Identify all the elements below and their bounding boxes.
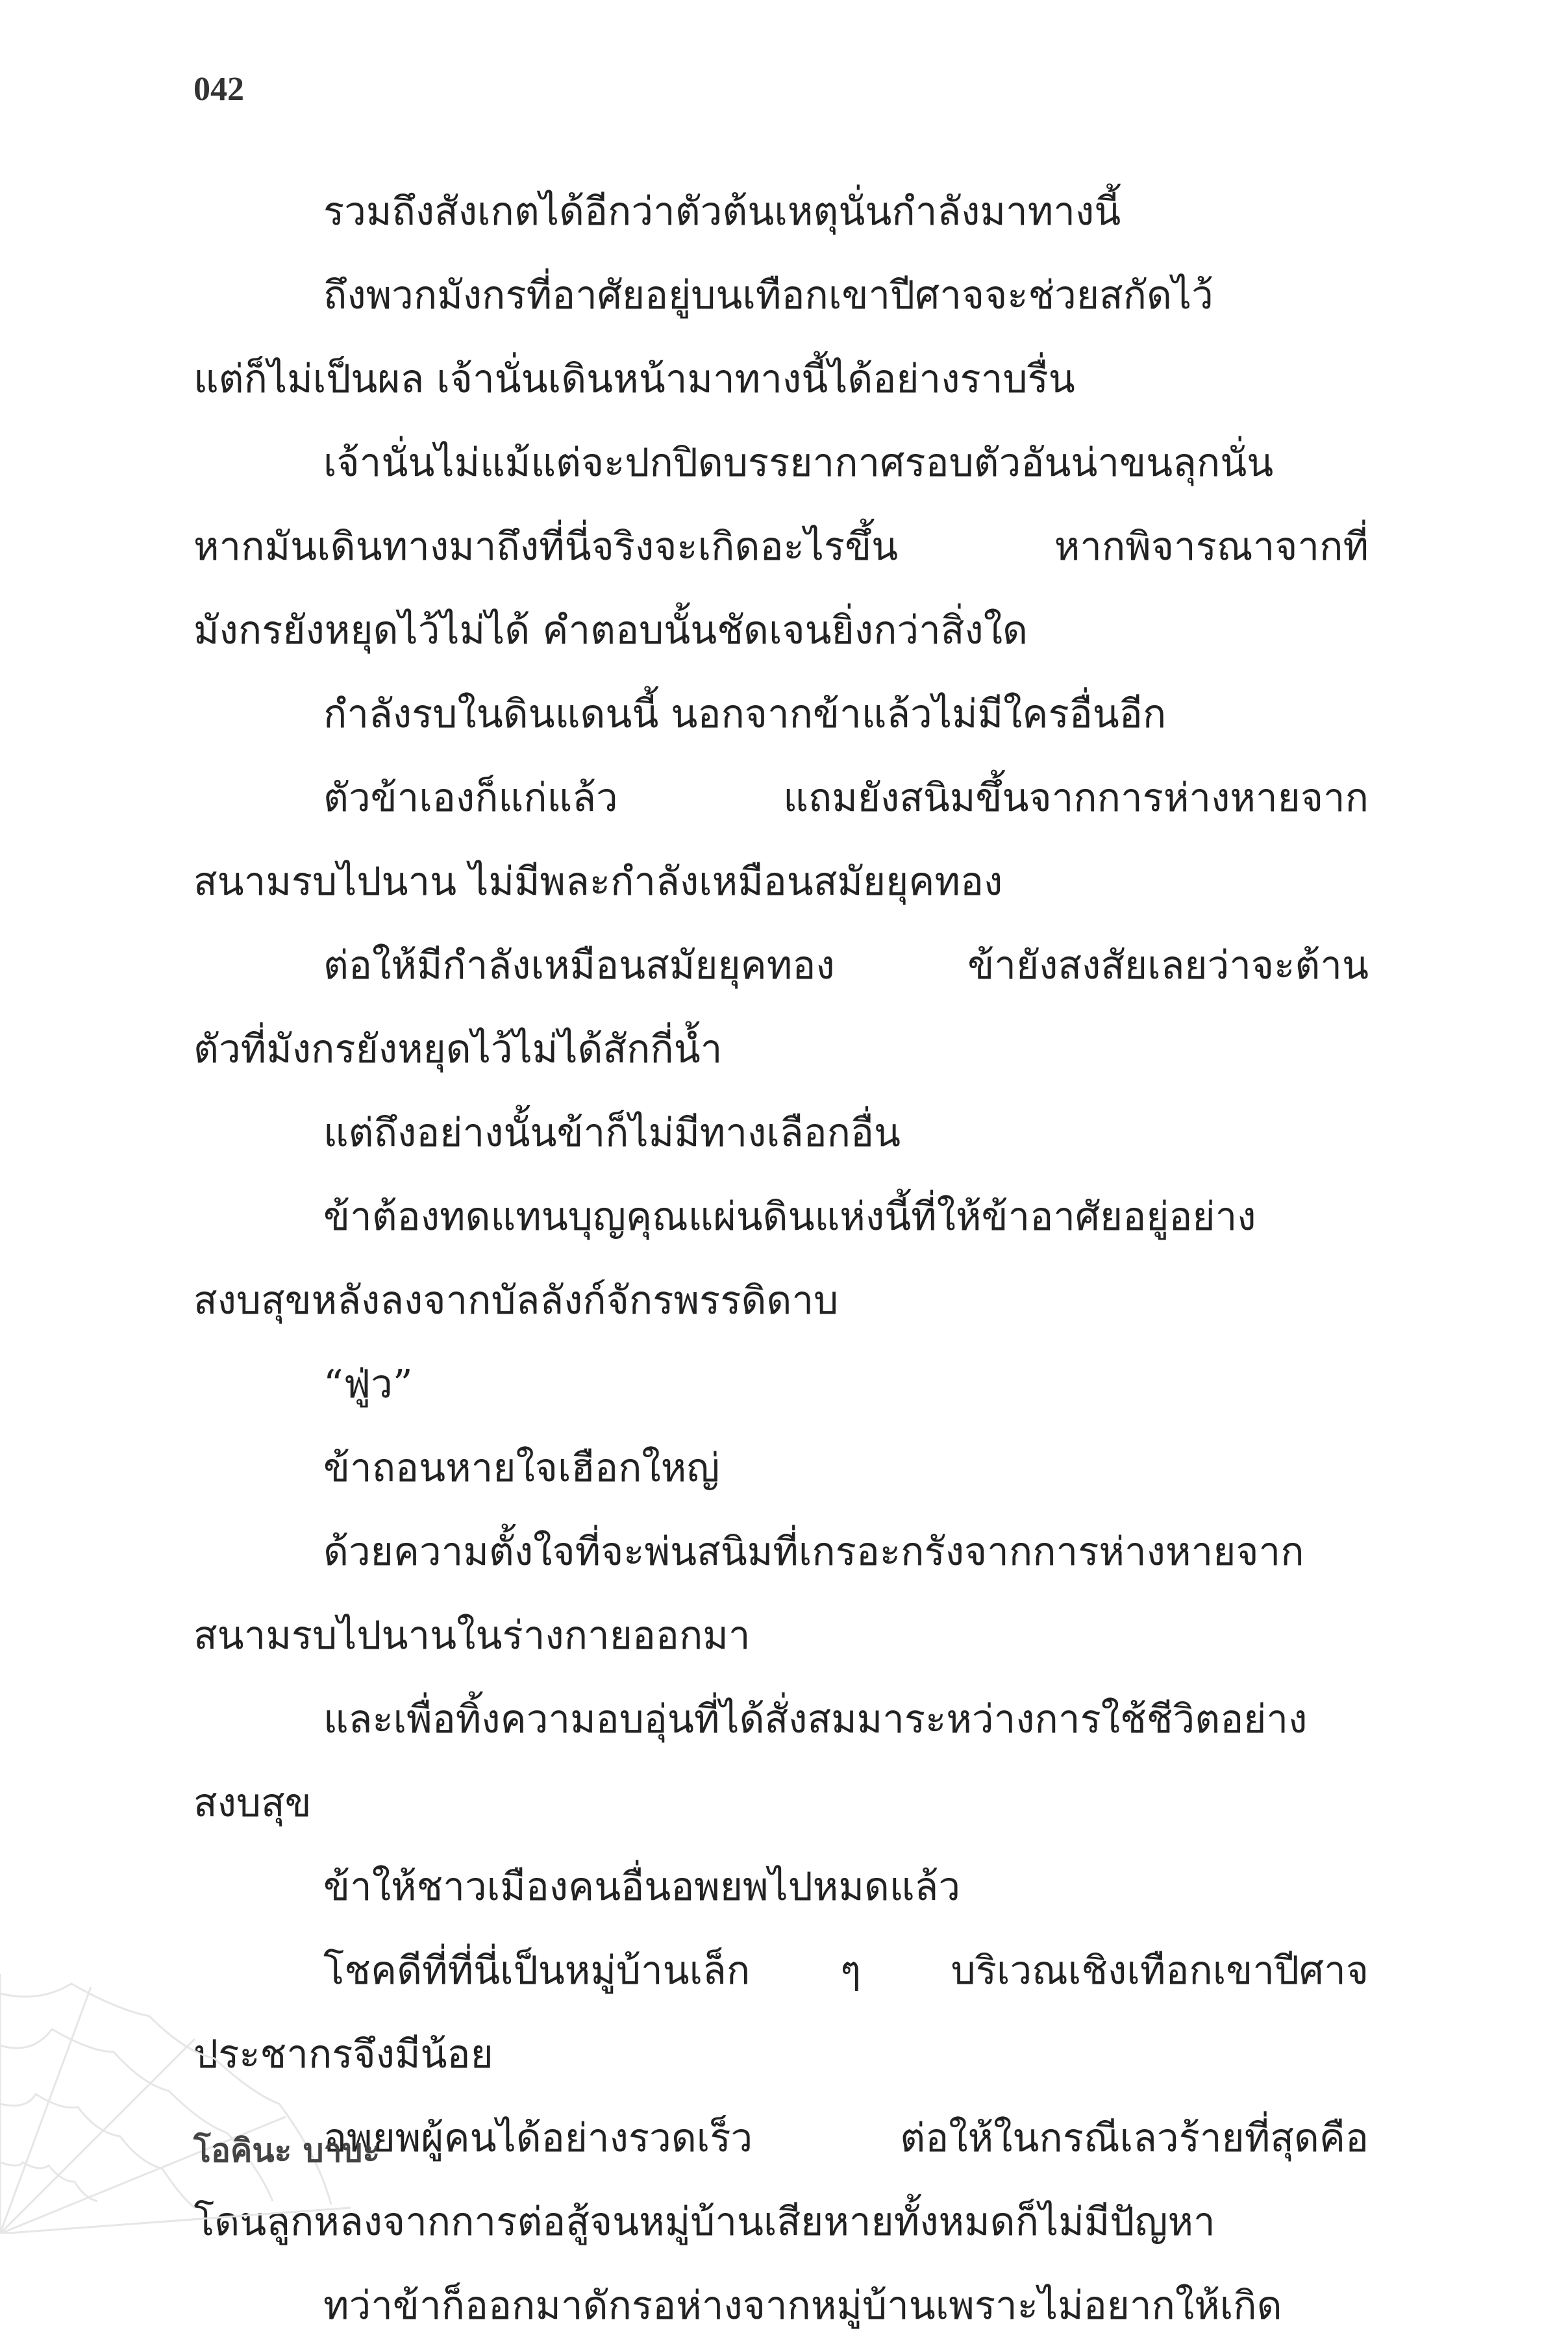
text-line: สงบสุขหลังลงจากบัลลังก์จักรพรรดิดาบ — [193, 1278, 839, 1323]
text-line: รวมถึงสังเกตได้อีกว่าตัวต้นเหตุนั่นกำลังมาทางนี้ — [323, 189, 1121, 234]
text-line: เจ้านั่นไม่แม้แต่จะปกปิดบรรยากาศรอบตัวอันน่าขนลุกนั่น — [323, 440, 1274, 486]
text-line: และเพื่อทิ้งความอบอุ่นที่ได้สั่งสมมาระหว่างการใช้ชีวิตอย่าง — [323, 1697, 1308, 1742]
text-line: กำลังรบในดินแดนนี้ นอกจากข้าแล้วไม่มีใครอื่นอีก — [323, 692, 1167, 737]
text-line: “ฟู่ว” — [323, 1362, 413, 1407]
text-line: ต่อให้มีกำลังเหมือนสมัยยุคทอง ข้ายังสงสัยเลยว่าจะต้าน — [323, 943, 1369, 988]
text-line: โชคดีที่ที่นี่เป็นหมู่บ้านเล็ก ๆ บริเวณเชิงเทือกเขาปีศาจ — [323, 1948, 1369, 1993]
author-name: โอคินะ บาบะ — [193, 2132, 380, 2169]
page-number: 042 — [193, 71, 244, 108]
text-line: ด้วยความตั้งใจที่จะพ่นสนิมที่เกรอะกรังจากการห่างหายจาก — [323, 1529, 1304, 1575]
text-line: หากมันเดินทางมาถึงที่นี่จริงจะเกิดอะไรขึ้น หากพิจารณาจากที่ — [193, 524, 1369, 569]
text-line: ประชากรจึงมีน้อย — [193, 2032, 493, 2077]
body-text — [193, 170, 1369, 2348]
spider-web-icon — [0, 1948, 364, 2234]
text-line: อพยพผู้คนได้อย่างรวดเร็ว ต่อให้ในกรณีเลวร้ายที่สุดคือ — [323, 2116, 1369, 2161]
text-line: โดนลูกหลงจากการต่อสู้จนหมู่บ้านเสียหายทั้งหมดก็ไม่มีปัญหา — [193, 2199, 1215, 2245]
text-line: แต่ถึงอย่างนั้นข้าก็ไม่มีทางเลือกอื่น — [323, 1110, 901, 1156]
text-line: ทว่าข้าก็ออกมาดักรอห่างจากหมู่บ้านเพราะไม่อยากให้เกิด — [323, 2283, 1282, 2329]
text-line: ถึงพวกมังกรที่อาศัยอยู่บนเทือกเขาปีศาจจะช่วยสกัดไว้ — [323, 273, 1213, 318]
text-line: ข้าต้องทดแทนบุญคุณแผ่นดินแห่งนี้ที่ให้ข้าอาศัยอยู่อย่าง — [323, 1194, 1256, 1240]
text-line: แต่ก็ไม่เป็นผล เจ้านั่นเดินหน้ามาทางนี้ได้อย่างราบรื่น — [193, 356, 1075, 402]
text-line: ข้าให้ชาวเมืองคนอื่นอพยพไปหมดแล้ว — [323, 1864, 961, 1910]
text-line: ข้าถอนหายใจเฮือกใหญ่ — [323, 1445, 720, 1491]
text-line: มังกรยังหยุดไว้ไม่ได้ คำตอบนั้นชัดเจนยิ่งกว่าสิ่งใด — [193, 608, 1028, 653]
text-line: สนามรบไปนาน ไม่มีพละกำลังเหมือนสมัยยุคทอง — [193, 859, 1003, 905]
text-line: สนามรบไปนานในร่างกายออกมา — [193, 1613, 751, 1658]
text-line: ตัวข้าเองก็แก่แล้ว แถมยังสนิมขึ้นจากการห่างหายจาก — [323, 775, 1369, 821]
text-line: สงบสุข — [193, 1780, 312, 1826]
text-line: ตัวที่มังกรยังหยุดไว้ไม่ได้สักกี่น้ำ — [193, 1027, 723, 1072]
